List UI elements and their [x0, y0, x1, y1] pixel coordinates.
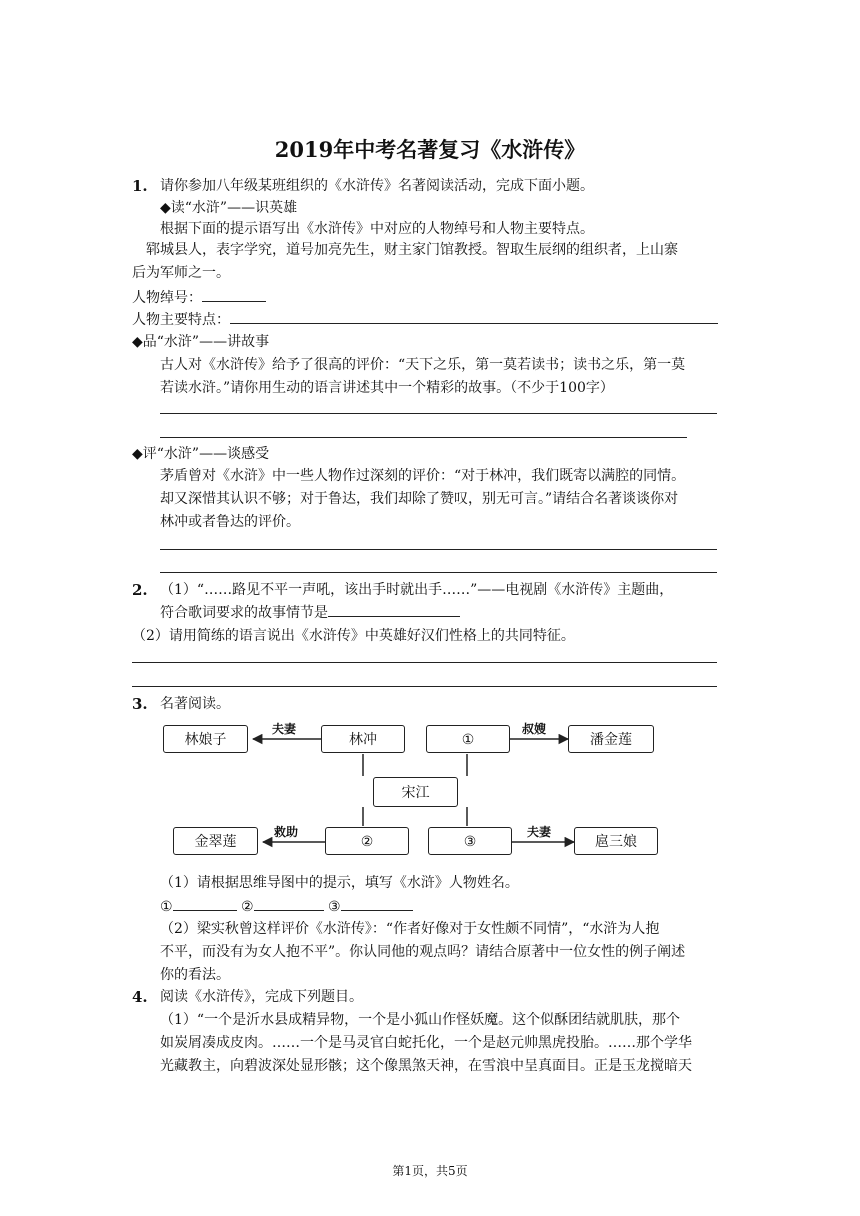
nickname-label: 人物绰号：: [132, 290, 202, 306]
edge-label-shusao: 叔嫂: [522, 722, 547, 736]
q2-number: 2.: [132, 581, 148, 599]
q4-number: 4.: [132, 988, 148, 1006]
q1-section3-heading: ◆评“水浒”——谈感受: [132, 446, 270, 462]
q2-part1-text: （1）“……路见不平一声吼，该出手时就出手……”——电视剧《水浒传》主题曲，: [160, 582, 674, 598]
q4-intro: 阅读《水浒传》，完成下列题目。: [160, 989, 363, 1005]
node-lin-chong: 林冲: [321, 725, 405, 753]
q1-section3-text: 却又深惜其认识不够；对于鲁达，我们却除了赞叹，别无可言。”请结合名著谈谈你对: [160, 491, 679, 507]
q2-part1-text: 符合歌词要求的故事情节是: [160, 605, 328, 621]
q3-part2-text: （2）梁实秋曾这样评价《水浒传》：“作者好像对于女性颇不同情”，“水浒为人抱: [160, 921, 660, 937]
q1-section2-text: 若读水浒。”请你用生动的语言讲述其中一个精彩的故事。（不少于100字）: [160, 380, 614, 396]
q1-section2-heading: ◆品“水浒”——讲故事: [132, 334, 270, 350]
node-blank-3: ③: [428, 827, 512, 855]
q1-section3-text: 林冲或者鲁达的评价。: [160, 514, 300, 530]
edge-label-fuqi: 夫妻: [527, 825, 552, 839]
name-blank-1[interactable]: [173, 896, 237, 911]
blank-label-3: ③: [328, 899, 341, 915]
q4-text: （1）“一个是沂水县成精异物，一个是小狐山作怪妖魔。这个似酥团结就肌肤，那个: [160, 1012, 681, 1028]
q1-section1-instruction: 根据下面的提示语写出《水浒传》中对应的人物绰号和人物主要特点。: [160, 221, 594, 237]
q1-section1-heading: ◆读“水浒”——识英雄: [160, 200, 298, 216]
name-blanks: [160, 896, 413, 917]
edge-label-fuqi: 夫妻: [272, 722, 297, 736]
node-song-jiang: 宋江: [373, 777, 458, 807]
node-pan-jinlian: 潘金莲: [568, 725, 654, 753]
page-title: 2019年中考名著复习《水浒传》: [274, 137, 586, 162]
q4-text: 光藏教主，向碧波深处显形骸；这个像黑煞天神，在雪浪中呈真面目。正是玉龙搅暗天: [160, 1058, 692, 1074]
blank-label-2: ②: [241, 899, 254, 915]
edge-label-jiuzhu: 救助: [274, 825, 299, 839]
q3-part2-text: 你的看法。: [160, 967, 230, 983]
q3-intro: 名著阅读。: [160, 696, 230, 712]
q1-section2-text: 古人对《水浒传》给予了很高的评价：“天下之乐，第一莫若读书；读书之乐，第一莫: [160, 357, 686, 373]
q1-intro: 请你参加八年级某班组织的《水浒传》名著阅读活动，完成下面小题。: [160, 178, 594, 194]
q3-part1-text: （1）请根据思维导图中的提示，填写《水浒》人物姓名。: [160, 875, 519, 891]
trait-label: 人物主要特点：: [132, 312, 230, 328]
q1-section1-text: 郓城县人，表字学究，道号加亮先生，财主家门馆教授。智取生辰纲的组织者，上山寨: [146, 242, 678, 258]
node-hu-sanniang: 扈三娘: [574, 827, 658, 855]
q1-section1-text: 后为军师之一。: [132, 265, 230, 281]
node-blank-2: ②: [325, 827, 409, 855]
q4-text: 如炭屑凑成皮肉。……一个是马灵官白蛇托化，一个是赵元帅黑虎投胎。……那个学华: [160, 1035, 692, 1051]
node-lin-niangzi: 林娘子: [163, 725, 248, 753]
name-blank-2[interactable]: [254, 896, 324, 911]
q2-part2-text: （2）请用简练的语言说出《水浒传》中英雄好汉们性格上的共同特征。: [132, 628, 575, 644]
name-blank-3[interactable]: [341, 896, 413, 911]
node-blank-1: ①: [426, 725, 510, 753]
page-footer: 第1页，共5页: [392, 1164, 468, 1178]
q3-part2-text: 不平，而没有为女人抱不平”。你认同他的观点吗？请结合原著中一位女性的例子阐述: [160, 944, 686, 960]
node-jin-cuilian: 金翠莲: [173, 827, 258, 855]
q1-number: 1.: [132, 177, 148, 195]
blank-label-1: ①: [160, 899, 173, 915]
q3-number: 3.: [132, 695, 148, 713]
q1-section3-text: 茅盾曾对《水浒》中一些人物作过深刻的评价：“对于林冲，我们既寄以满腔的同情。: [160, 468, 686, 484]
